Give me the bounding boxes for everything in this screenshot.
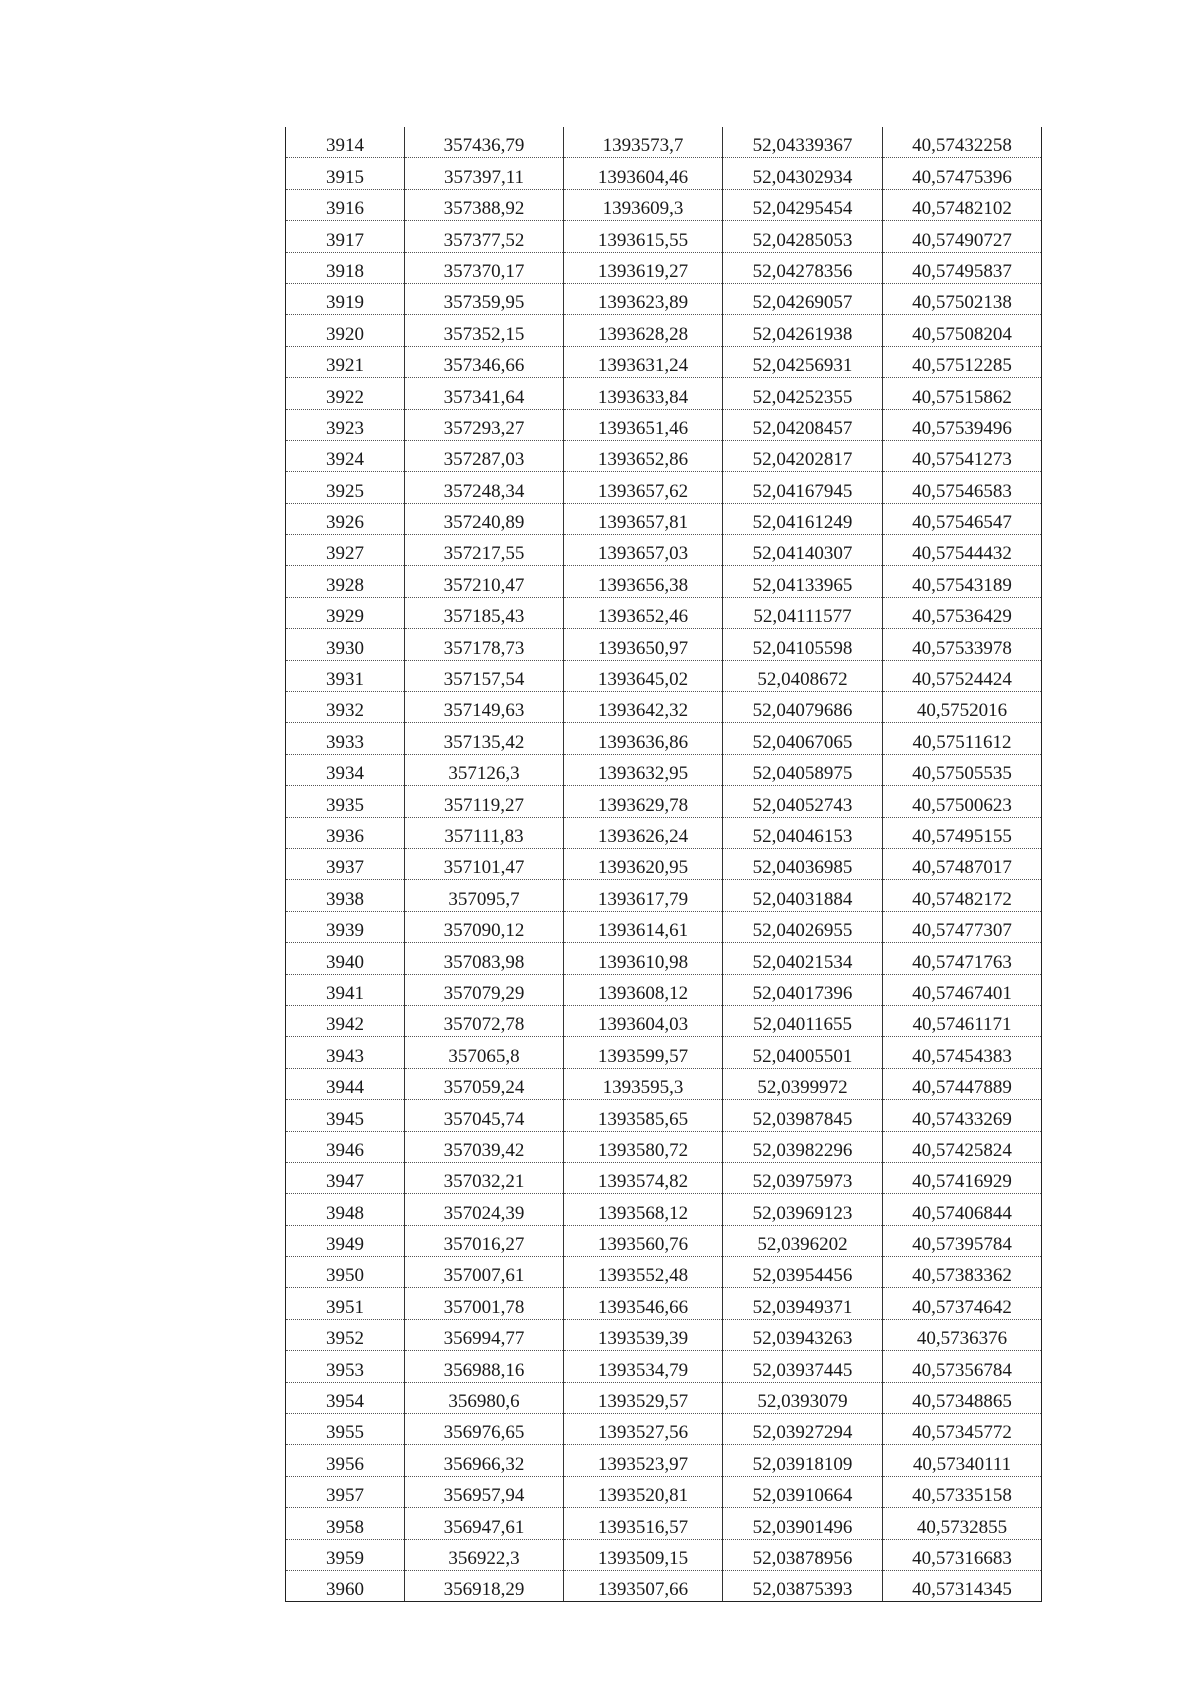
longitude-cell: 40,57314345 (883, 1570, 1042, 1601)
longitude-cell: 40,57432258 (883, 127, 1042, 158)
table-row (286, 1570, 1042, 1601)
longitude-cell: 40,57406844 (883, 1194, 1042, 1225)
latitude-cell: 52,0396202 (723, 1225, 883, 1256)
latitude-cell: 52,03918109 (723, 1445, 883, 1476)
longitude-cell: 40,57395784 (883, 1225, 1042, 1256)
table-row (286, 629, 1042, 660)
point-number-cell: 3948 (286, 1194, 405, 1225)
x-coordinate-cell: 357083,98 (405, 943, 564, 974)
table-row (286, 754, 1042, 785)
latitude-cell: 52,04133965 (723, 566, 883, 597)
table-row (286, 127, 1042, 158)
point-number-cell: 3928 (286, 566, 405, 597)
point-number-cell: 3943 (286, 1037, 405, 1068)
point-number-cell: 3923 (286, 409, 405, 440)
x-coordinate-cell: 357293,27 (405, 409, 564, 440)
y-coordinate-cell: 1393657,62 (564, 472, 723, 503)
y-coordinate-cell: 1393516,57 (564, 1508, 723, 1539)
table-row (286, 503, 1042, 534)
table-row (286, 848, 1042, 879)
latitude-cell: 52,03875393 (723, 1570, 883, 1601)
latitude-cell: 52,04278356 (723, 252, 883, 283)
longitude-cell: 40,57482172 (883, 880, 1042, 911)
x-coordinate-cell: 356922,3 (405, 1539, 564, 1570)
longitude-cell: 40,57539496 (883, 409, 1042, 440)
y-coordinate-cell: 1393523,97 (564, 1445, 723, 1476)
table-row (286, 346, 1042, 377)
y-coordinate-cell: 1393534,79 (564, 1351, 723, 1382)
y-coordinate-cell: 1393507,66 (564, 1570, 723, 1601)
latitude-cell: 52,04105598 (723, 629, 883, 660)
x-coordinate-cell: 357370,17 (405, 252, 564, 283)
point-number-cell: 3937 (286, 848, 405, 879)
y-coordinate-cell: 1393656,38 (564, 566, 723, 597)
table-row (286, 1351, 1042, 1382)
point-number-cell: 3933 (286, 723, 405, 754)
y-coordinate-cell: 1393604,03 (564, 1005, 723, 1036)
y-coordinate-cell: 1393629,78 (564, 786, 723, 817)
x-coordinate-cell: 357111,83 (405, 817, 564, 848)
longitude-cell: 40,57502138 (883, 283, 1042, 314)
y-coordinate-cell: 1393539,39 (564, 1319, 723, 1350)
longitude-cell: 40,57546583 (883, 472, 1042, 503)
latitude-cell: 52,04036985 (723, 848, 883, 879)
x-coordinate-cell: 357157,54 (405, 660, 564, 691)
latitude-cell: 52,03969123 (723, 1194, 883, 1225)
x-coordinate-cell: 357359,95 (405, 283, 564, 314)
longitude-cell: 40,57536429 (883, 597, 1042, 628)
longitude-cell: 40,57316683 (883, 1539, 1042, 1570)
longitude-cell: 40,57524424 (883, 660, 1042, 691)
latitude-cell: 52,03901496 (723, 1508, 883, 1539)
latitude-cell: 52,04252355 (723, 378, 883, 409)
y-coordinate-cell: 1393633,84 (564, 378, 723, 409)
latitude-cell: 52,04079686 (723, 692, 883, 723)
table-row (286, 472, 1042, 503)
y-coordinate-cell: 1393631,24 (564, 346, 723, 377)
x-coordinate-cell: 357045,74 (405, 1100, 564, 1131)
y-coordinate-cell: 1393642,32 (564, 692, 723, 723)
latitude-cell: 52,04208457 (723, 409, 883, 440)
longitude-cell: 40,57511612 (883, 723, 1042, 754)
latitude-cell: 52,03987845 (723, 1100, 883, 1131)
x-coordinate-cell: 357119,27 (405, 786, 564, 817)
latitude-cell: 52,04067065 (723, 723, 883, 754)
y-coordinate-cell: 1393651,46 (564, 409, 723, 440)
point-number-cell: 3959 (286, 1539, 405, 1570)
table-row (286, 1131, 1042, 1162)
y-coordinate-cell: 1393552,48 (564, 1257, 723, 1288)
latitude-cell: 52,04005501 (723, 1037, 883, 1068)
latitude-cell: 52,04031884 (723, 880, 883, 911)
y-coordinate-cell: 1393615,55 (564, 221, 723, 252)
y-coordinate-cell: 1393527,56 (564, 1414, 723, 1445)
point-number-cell: 3915 (286, 158, 405, 189)
longitude-cell: 40,57544432 (883, 535, 1042, 566)
x-coordinate-cell: 356994,77 (405, 1319, 564, 1350)
point-number-cell: 3929 (286, 597, 405, 628)
x-coordinate-cell: 357436,79 (405, 127, 564, 158)
x-coordinate-cell: 357126,3 (405, 754, 564, 785)
point-number-cell: 3960 (286, 1570, 405, 1601)
table-row (286, 1288, 1042, 1319)
point-number-cell: 3954 (286, 1382, 405, 1413)
x-coordinate-cell: 357079,29 (405, 974, 564, 1005)
longitude-cell: 40,5752016 (883, 692, 1042, 723)
latitude-cell: 52,04167945 (723, 472, 883, 503)
point-number-cell: 3920 (286, 315, 405, 346)
point-number-cell: 3916 (286, 189, 405, 220)
longitude-cell: 40,57425824 (883, 1131, 1042, 1162)
point-number-cell: 3952 (286, 1319, 405, 1350)
y-coordinate-cell: 1393585,65 (564, 1100, 723, 1131)
point-number-cell: 3917 (286, 221, 405, 252)
latitude-cell: 52,04202817 (723, 440, 883, 471)
point-number-cell: 3924 (286, 440, 405, 471)
x-coordinate-cell: 357149,63 (405, 692, 564, 723)
latitude-cell: 52,03927294 (723, 1414, 883, 1445)
point-number-cell: 3918 (286, 252, 405, 283)
point-number-cell: 3935 (286, 786, 405, 817)
latitude-cell: 52,04161249 (723, 503, 883, 534)
table-row (286, 283, 1042, 314)
point-number-cell: 3955 (286, 1414, 405, 1445)
point-number-cell: 3941 (286, 974, 405, 1005)
y-coordinate-cell: 1393604,46 (564, 158, 723, 189)
table-row (286, 315, 1042, 346)
table-row (286, 409, 1042, 440)
y-coordinate-cell: 1393599,57 (564, 1037, 723, 1068)
point-number-cell: 3951 (286, 1288, 405, 1319)
longitude-cell: 40,57416929 (883, 1162, 1042, 1193)
table-row (286, 1414, 1042, 1445)
latitude-cell: 52,04017396 (723, 974, 883, 1005)
point-number-cell: 3946 (286, 1131, 405, 1162)
point-number-cell: 3938 (286, 880, 405, 911)
point-number-cell: 3919 (286, 283, 405, 314)
x-coordinate-cell: 357032,21 (405, 1162, 564, 1193)
point-number-cell: 3944 (286, 1068, 405, 1099)
table-row (286, 1382, 1042, 1413)
latitude-cell: 52,04295454 (723, 189, 883, 220)
table-row (286, 817, 1042, 848)
table-row (286, 1162, 1042, 1193)
point-number-cell: 3932 (286, 692, 405, 723)
latitude-cell: 52,04058975 (723, 754, 883, 785)
longitude-cell: 40,57461171 (883, 1005, 1042, 1036)
table-row (286, 597, 1042, 628)
x-coordinate-cell: 357352,15 (405, 315, 564, 346)
table-row (286, 723, 1042, 754)
y-coordinate-cell: 1393529,57 (564, 1382, 723, 1413)
x-coordinate-cell: 357065,8 (405, 1037, 564, 1068)
longitude-cell: 40,57500623 (883, 786, 1042, 817)
x-coordinate-cell: 357341,64 (405, 378, 564, 409)
y-coordinate-cell: 1393652,86 (564, 440, 723, 471)
table-row (286, 189, 1042, 220)
y-coordinate-cell: 1393617,79 (564, 880, 723, 911)
longitude-cell: 40,57512285 (883, 346, 1042, 377)
table-row (286, 1037, 1042, 1068)
y-coordinate-cell: 1393632,95 (564, 754, 723, 785)
latitude-cell: 52,04021534 (723, 943, 883, 974)
latitude-cell: 52,03943263 (723, 1319, 883, 1350)
x-coordinate-cell: 356957,94 (405, 1476, 564, 1507)
table-row (286, 1225, 1042, 1256)
table-row (286, 440, 1042, 471)
table-row (286, 1068, 1042, 1099)
latitude-cell: 52,04140307 (723, 535, 883, 566)
table-row (286, 535, 1042, 566)
y-coordinate-cell: 1393509,15 (564, 1539, 723, 1570)
x-coordinate-cell: 357090,12 (405, 911, 564, 942)
table-row (286, 566, 1042, 597)
table-row (286, 1476, 1042, 1507)
latitude-cell: 52,0408672 (723, 660, 883, 691)
y-coordinate-cell: 1393620,95 (564, 848, 723, 879)
y-coordinate-cell: 1393595,3 (564, 1068, 723, 1099)
latitude-cell: 52,03954456 (723, 1257, 883, 1288)
point-number-cell: 3927 (286, 535, 405, 566)
longitude-cell: 40,57541273 (883, 440, 1042, 471)
x-coordinate-cell: 357240,89 (405, 503, 564, 534)
y-coordinate-cell: 1393609,3 (564, 189, 723, 220)
y-coordinate-cell: 1393626,24 (564, 817, 723, 848)
x-coordinate-cell: 356918,29 (405, 1570, 564, 1601)
longitude-cell: 40,57335158 (883, 1476, 1042, 1507)
longitude-cell: 40,57477307 (883, 911, 1042, 942)
y-coordinate-cell: 1393657,81 (564, 503, 723, 534)
x-coordinate-cell: 357024,39 (405, 1194, 564, 1225)
longitude-cell: 40,57356784 (883, 1351, 1042, 1382)
longitude-cell: 40,57508204 (883, 315, 1042, 346)
y-coordinate-cell: 1393619,27 (564, 252, 723, 283)
latitude-cell: 52,03910664 (723, 1476, 883, 1507)
y-coordinate-cell: 1393628,28 (564, 315, 723, 346)
longitude-cell: 40,57340111 (883, 1445, 1042, 1476)
x-coordinate-cell: 356976,65 (405, 1414, 564, 1445)
point-number-cell: 3947 (286, 1162, 405, 1193)
table-row (286, 911, 1042, 942)
longitude-cell: 40,57495837 (883, 252, 1042, 283)
y-coordinate-cell: 1393650,97 (564, 629, 723, 660)
y-coordinate-cell: 1393560,76 (564, 1225, 723, 1256)
longitude-cell: 40,57454383 (883, 1037, 1042, 1068)
table-row (286, 1319, 1042, 1350)
point-number-cell: 3939 (286, 911, 405, 942)
x-coordinate-cell: 357185,43 (405, 597, 564, 628)
y-coordinate-cell: 1393623,89 (564, 283, 723, 314)
longitude-cell: 40,57505535 (883, 754, 1042, 785)
longitude-cell: 40,57475396 (883, 158, 1042, 189)
x-coordinate-cell: 357039,42 (405, 1131, 564, 1162)
table-row (286, 1445, 1042, 1476)
latitude-cell: 52,04052743 (723, 786, 883, 817)
point-number-cell: 3936 (286, 817, 405, 848)
table-row (286, 252, 1042, 283)
longitude-cell: 40,57495155 (883, 817, 1042, 848)
longitude-cell: 40,57482102 (883, 189, 1042, 220)
table-row (286, 1257, 1042, 1288)
point-number-cell: 3926 (286, 503, 405, 534)
x-coordinate-cell: 357072,78 (405, 1005, 564, 1036)
x-coordinate-cell: 357007,61 (405, 1257, 564, 1288)
x-coordinate-cell: 357016,27 (405, 1225, 564, 1256)
x-coordinate-cell: 357001,78 (405, 1288, 564, 1319)
x-coordinate-cell: 357248,34 (405, 472, 564, 503)
longitude-cell: 40,57471763 (883, 943, 1042, 974)
y-coordinate-cell: 1393657,03 (564, 535, 723, 566)
latitude-cell: 52,04269057 (723, 283, 883, 314)
point-number-cell: 3950 (286, 1257, 405, 1288)
latitude-cell: 52,0399972 (723, 1068, 883, 1099)
latitude-cell: 52,03975973 (723, 1162, 883, 1193)
longitude-cell: 40,5736376 (883, 1319, 1042, 1350)
y-coordinate-cell: 1393614,61 (564, 911, 723, 942)
point-number-cell: 3958 (286, 1508, 405, 1539)
y-coordinate-cell: 1393568,12 (564, 1194, 723, 1225)
longitude-cell: 40,57383362 (883, 1257, 1042, 1288)
y-coordinate-cell: 1393580,72 (564, 1131, 723, 1162)
table-row (286, 660, 1042, 691)
latitude-cell: 52,04256931 (723, 346, 883, 377)
latitude-cell: 52,04111577 (723, 597, 883, 628)
x-coordinate-cell: 356980,6 (405, 1382, 564, 1413)
y-coordinate-cell: 1393574,82 (564, 1162, 723, 1193)
y-coordinate-cell: 1393652,46 (564, 597, 723, 628)
point-number-cell: 3921 (286, 346, 405, 377)
x-coordinate-cell: 356988,16 (405, 1351, 564, 1382)
table-row (286, 943, 1042, 974)
x-coordinate-cell: 357095,7 (405, 880, 564, 911)
table-row (286, 880, 1042, 911)
longitude-cell: 40,5732855 (883, 1508, 1042, 1539)
point-number-cell: 3949 (286, 1225, 405, 1256)
point-number-cell: 3934 (286, 754, 405, 785)
latitude-cell: 52,03949371 (723, 1288, 883, 1319)
table-row (286, 1194, 1042, 1225)
latitude-cell: 52,03937445 (723, 1351, 883, 1382)
latitude-cell: 52,04261938 (723, 315, 883, 346)
x-coordinate-cell: 356966,32 (405, 1445, 564, 1476)
y-coordinate-cell: 1393520,81 (564, 1476, 723, 1507)
point-number-cell: 3942 (286, 1005, 405, 1036)
x-coordinate-cell: 357059,24 (405, 1068, 564, 1099)
latitude-cell: 52,04285053 (723, 221, 883, 252)
longitude-cell: 40,57487017 (883, 848, 1042, 879)
y-coordinate-cell: 1393608,12 (564, 974, 723, 1005)
table-row (286, 786, 1042, 817)
point-number-cell: 3931 (286, 660, 405, 691)
y-coordinate-cell: 1393546,66 (564, 1288, 723, 1319)
point-number-cell: 3922 (286, 378, 405, 409)
y-coordinate-cell: 1393610,98 (564, 943, 723, 974)
x-coordinate-cell: 357346,66 (405, 346, 564, 377)
longitude-cell: 40,57433269 (883, 1100, 1042, 1131)
latitude-cell: 52,04046153 (723, 817, 883, 848)
longitude-cell: 40,57447889 (883, 1068, 1042, 1099)
latitude-cell: 52,04339367 (723, 127, 883, 158)
table-row (286, 158, 1042, 189)
table-row (286, 1100, 1042, 1131)
latitude-cell: 52,04026955 (723, 911, 883, 942)
latitude-cell: 52,03982296 (723, 1131, 883, 1162)
point-number-cell: 3945 (286, 1100, 405, 1131)
point-number-cell: 3914 (286, 127, 405, 158)
latitude-cell: 52,04302934 (723, 158, 883, 189)
point-number-cell: 3940 (286, 943, 405, 974)
longitude-cell: 40,57490727 (883, 221, 1042, 252)
latitude-cell: 52,04011655 (723, 1005, 883, 1036)
longitude-cell: 40,57546547 (883, 503, 1042, 534)
table-row (286, 974, 1042, 1005)
coordinates-table-body (286, 127, 1042, 1602)
latitude-cell: 52,0393079 (723, 1382, 883, 1413)
x-coordinate-cell: 357135,42 (405, 723, 564, 754)
x-coordinate-cell: 357287,03 (405, 440, 564, 471)
x-coordinate-cell: 357217,55 (405, 535, 564, 566)
point-number-cell: 3925 (286, 472, 405, 503)
point-number-cell: 3957 (286, 1476, 405, 1507)
x-coordinate-cell: 357178,73 (405, 629, 564, 660)
point-number-cell: 3953 (286, 1351, 405, 1382)
longitude-cell: 40,57374642 (883, 1288, 1042, 1319)
x-coordinate-cell: 357397,11 (405, 158, 564, 189)
point-number-cell: 3930 (286, 629, 405, 660)
x-coordinate-cell: 357210,47 (405, 566, 564, 597)
y-coordinate-cell: 1393636,86 (564, 723, 723, 754)
longitude-cell: 40,57348865 (883, 1382, 1042, 1413)
x-coordinate-cell: 357101,47 (405, 848, 564, 879)
y-coordinate-cell: 1393573,7 (564, 127, 723, 158)
coordinates-table (285, 127, 1042, 1602)
table-row (286, 1508, 1042, 1539)
table-row (286, 378, 1042, 409)
longitude-cell: 40,57543189 (883, 566, 1042, 597)
table-row (286, 1539, 1042, 1570)
longitude-cell: 40,57533978 (883, 629, 1042, 660)
x-coordinate-cell: 357388,92 (405, 189, 564, 220)
latitude-cell: 52,03878956 (723, 1539, 883, 1570)
longitude-cell: 40,57345772 (883, 1414, 1042, 1445)
table-row (286, 221, 1042, 252)
table-row (286, 692, 1042, 723)
point-number-cell: 3956 (286, 1445, 405, 1476)
longitude-cell: 40,57515862 (883, 378, 1042, 409)
longitude-cell: 40,57467401 (883, 974, 1042, 1005)
x-coordinate-cell: 356947,61 (405, 1508, 564, 1539)
x-coordinate-cell: 357377,52 (405, 221, 564, 252)
y-coordinate-cell: 1393645,02 (564, 660, 723, 691)
table-row (286, 1005, 1042, 1036)
